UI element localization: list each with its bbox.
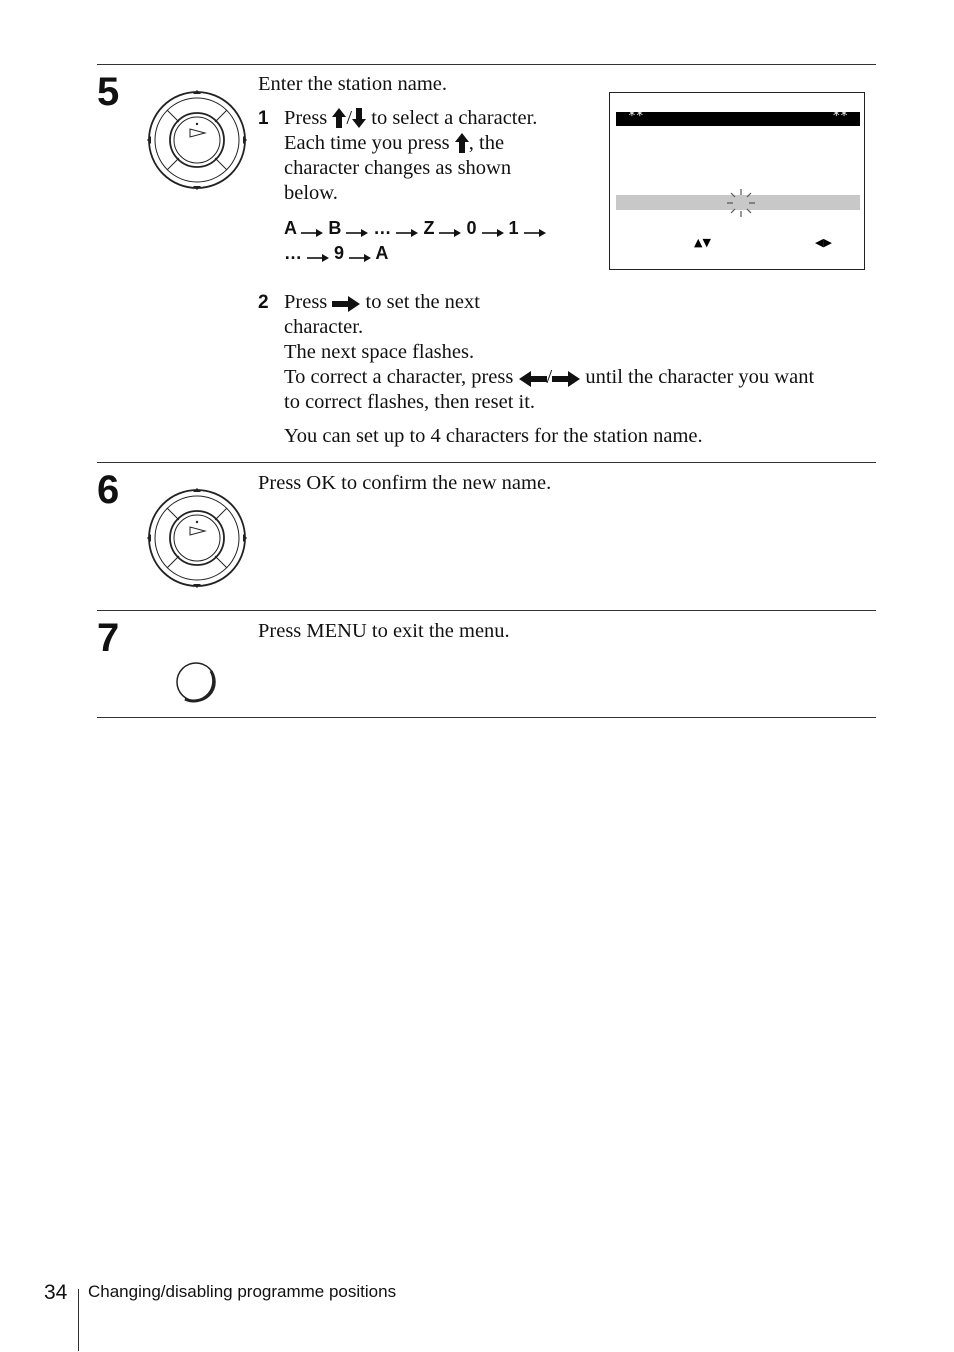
substep-1-to-select: to select a character. xyxy=(371,107,538,129)
screen-bar-right: ** xyxy=(832,109,848,124)
substep-1-line3: character changes as shown xyxy=(284,157,512,179)
rule-top xyxy=(97,64,876,65)
arrow-right-icon xyxy=(439,220,461,245)
footer-divider xyxy=(78,1289,79,1351)
tv-screen-illustration xyxy=(609,92,865,270)
arrow-right-icon xyxy=(307,245,329,270)
screen-bar-left: ** xyxy=(628,109,644,124)
arrow-right-icon xyxy=(349,245,371,270)
substep-2-line2: character. xyxy=(284,316,364,338)
menu-button-icon xyxy=(175,661,219,710)
substep-2-press: Press xyxy=(284,291,328,313)
arrow-right-icon xyxy=(552,369,580,394)
substep-2-number: 2 xyxy=(258,292,269,313)
arrow-right-icon xyxy=(396,220,418,245)
rule-step7 xyxy=(97,610,876,611)
step-5-note: You can set up to 4 characters for the station name. xyxy=(284,425,703,447)
step-7-text: Press MENU to exit the menu. xyxy=(258,620,510,642)
arrow-right-icon xyxy=(482,220,504,245)
substep-1-slash: / xyxy=(346,107,353,129)
page-number: 34 xyxy=(44,1281,68,1304)
screen-hint-updown: ▲▼ xyxy=(694,236,711,249)
step-5-intro: Enter the station name. xyxy=(258,73,447,95)
substep-2-to-set: to set the next xyxy=(365,291,480,313)
dial-control-icon xyxy=(147,488,247,593)
substep-2-line5: to correct flashes, then reset it. xyxy=(284,391,536,413)
character-sequence-line1: A B … Z 0 1 xyxy=(284,216,546,245)
substep-2-line3: The next space flashes. xyxy=(284,341,475,363)
flashing-cursor-icon xyxy=(725,187,757,224)
substep-2-slash: / xyxy=(546,366,553,388)
substep-2-correct-a: To correct a character, press xyxy=(284,366,514,388)
substep-1-press: Press xyxy=(284,107,328,129)
substep-1-the: , the xyxy=(468,132,505,154)
character-sequence-line2: … 9 A xyxy=(284,241,388,270)
substep-1-number: 1 xyxy=(258,108,269,129)
dial-control-icon xyxy=(147,90,247,195)
arrow-right-icon xyxy=(524,220,546,245)
substep-1-line4: below. xyxy=(284,182,338,204)
section-title: Changing/disabling programme positions xyxy=(88,1282,397,1301)
substep-2-correct-b: until the character you want xyxy=(585,366,815,388)
step-6-number: 6 xyxy=(97,468,120,512)
rule-step6 xyxy=(97,462,876,463)
substep-1-each-time: Each time you press xyxy=(284,132,450,154)
step-6-text: Press OK to confirm the new name. xyxy=(258,472,552,494)
step-7-number: 7 xyxy=(97,616,120,660)
rule-bottom xyxy=(97,717,876,718)
step-5-number: 5 xyxy=(97,70,120,114)
screen-title-bar xyxy=(616,109,860,126)
screen-hint-leftright: ◀▶ xyxy=(815,236,832,249)
